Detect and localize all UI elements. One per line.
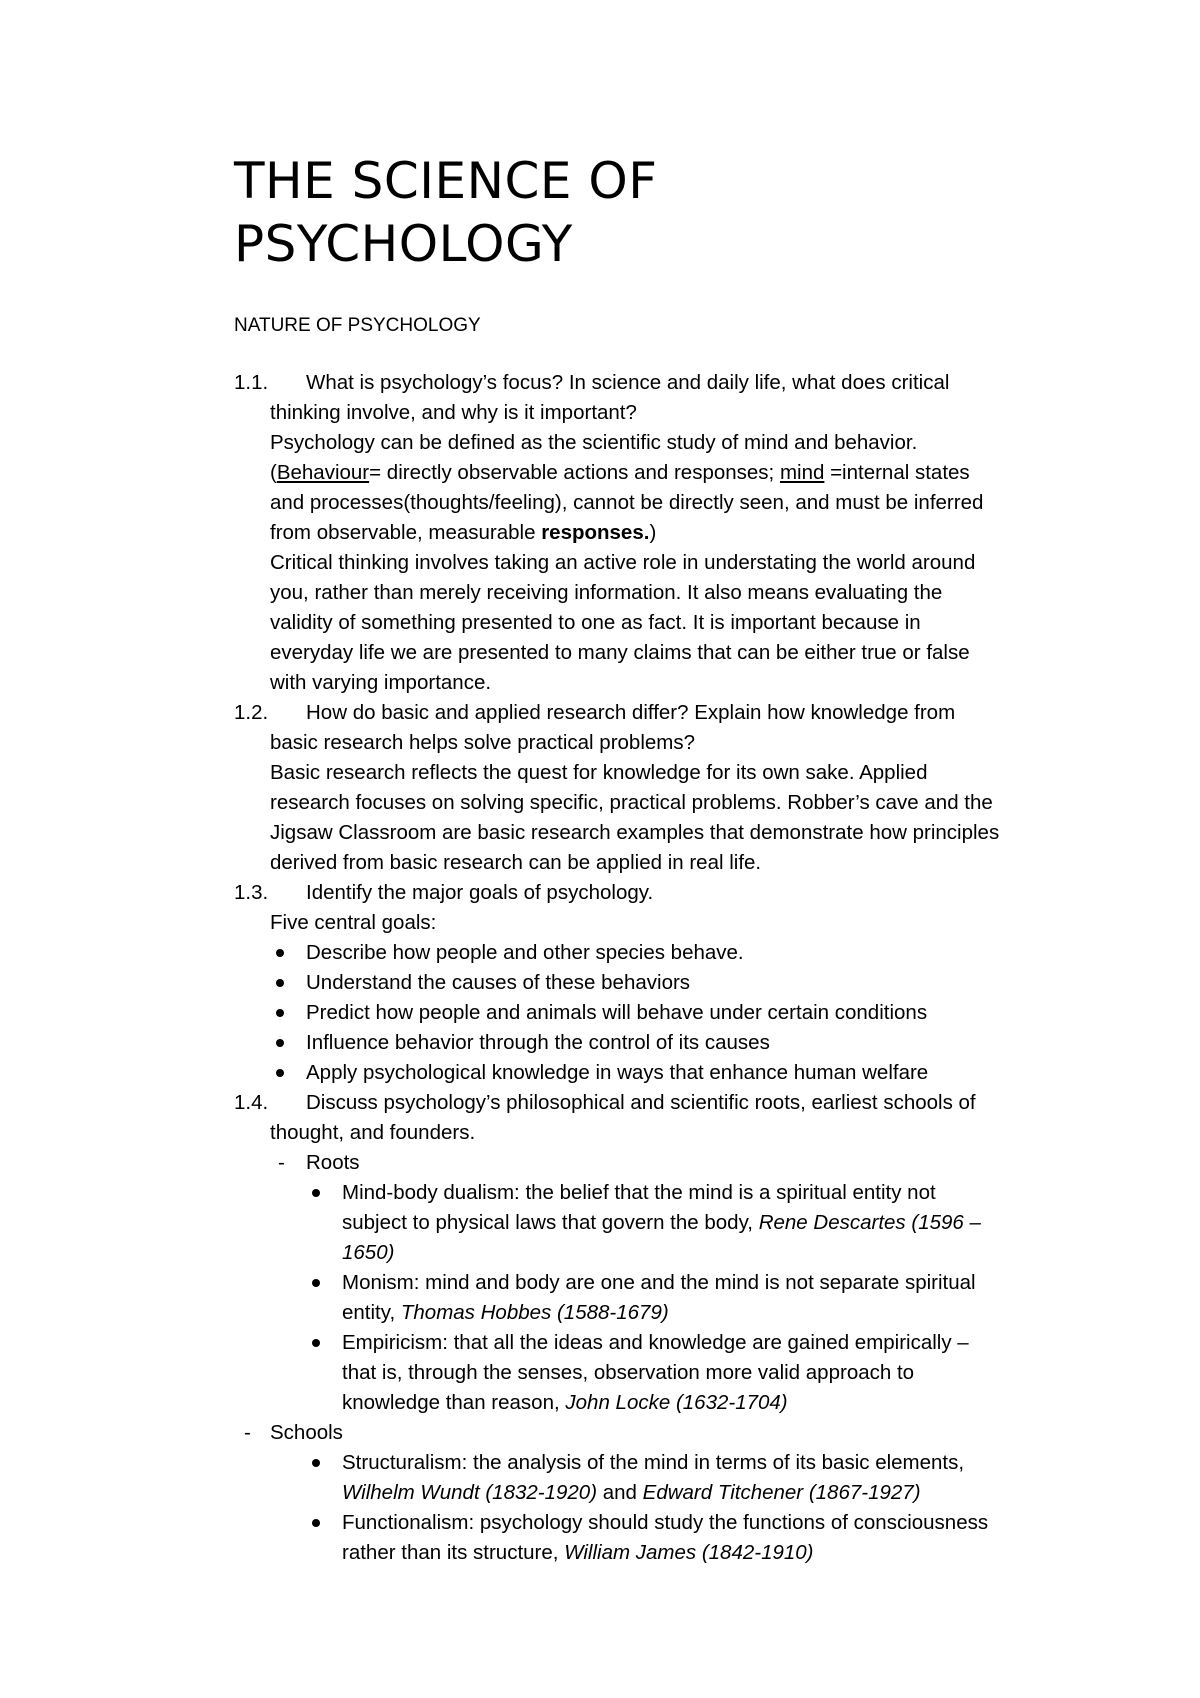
dash-icon: -: [278, 1151, 285, 1174]
list-item: Describe how people and other species behave.: [306, 941, 744, 964]
answer-text: Critical thinking involves taking an active role in understating the world around: [270, 551, 976, 574]
bullet-icon: [312, 1339, 320, 1347]
answer-text: [270, 518, 656, 548]
question-text: How do basic and applied research differ? Explain how knowledge from: [306, 701, 956, 724]
question-text: What is psychology’s focus? In science and daily life, what does critical: [306, 371, 950, 394]
founder-name: William James (1842-1910): [564, 1541, 814, 1564]
list-item: [342, 1478, 921, 1508]
answer-text: Basic research reflects the quest for knowledge for its own sake. Applied: [270, 761, 928, 784]
bullet-icon: [276, 1009, 284, 1017]
list-item: Predict how people and animals will behave under certain conditions: [306, 1001, 928, 1024]
list-item: that is, through the senses, observation more valid approach to: [342, 1361, 915, 1384]
founder-name: Edward Titchener (1867-1927): [642, 1481, 921, 1504]
answer-text: derived from basic research can be applied in real life.: [270, 851, 762, 874]
section-heading: NATURE OF PSYCHOLOGY: [234, 315, 481, 336]
text-run: entity,: [342, 1301, 401, 1324]
text-run: = directly observable actions and responses;: [369, 461, 780, 484]
list-item: Mind-body dualism: the belief that the mind is a spiritual entity not: [342, 1181, 936, 1204]
bullet-icon: [312, 1459, 320, 1467]
question-number: 1.1.: [234, 371, 269, 394]
answer-text: research focuses on solving specific, practical problems. Robber’s cave and the: [270, 791, 993, 814]
text-run: (: [270, 461, 277, 484]
list-item: Monism: mind and body are one and the mind is not separate spiritual: [342, 1271, 976, 1294]
bullet-icon: [312, 1189, 320, 1197]
text-run: from observable, measurable: [270, 521, 542, 544]
bullet-icon: [276, 949, 284, 957]
text-run: =internal states: [824, 461, 970, 484]
question-text: Discuss psychology’s philosophical and scientific roots, earliest schools of: [306, 1091, 976, 1114]
founder-name: Thomas Hobbes (1588-1679): [400, 1301, 669, 1324]
text-run: ): [649, 521, 657, 544]
term-behaviour: Behaviour: [276, 461, 370, 484]
question-text: Identify the major goals of psychology.: [306, 881, 654, 904]
founder-name: Rene Descartes (1596 –: [758, 1211, 981, 1234]
question-text: thinking involve, and why is it important?: [270, 401, 637, 424]
question-text: thought, and founders.: [270, 1121, 476, 1144]
bold-term: responses.: [541, 521, 650, 544]
bullet-icon: [312, 1279, 320, 1287]
list-item: [342, 1238, 394, 1268]
list-item: Influence behavior through the control of its causes: [306, 1031, 770, 1054]
list-item: [342, 1538, 814, 1568]
answer-text: you, rather than merely receiving information. It also means evaluating the: [270, 581, 943, 604]
list-item: [342, 1298, 669, 1328]
dash-icon: -: [244, 1421, 251, 1444]
term-mind: mind: [779, 461, 825, 484]
title-line-2: PSYCHOLOGY: [234, 215, 573, 273]
bullet-icon: [276, 979, 284, 987]
bullet-icon: [312, 1519, 320, 1527]
answer-text: validity of something presented to one as fact. It is important because in: [270, 611, 921, 634]
roots-label: Roots: [306, 1151, 360, 1174]
founder-name: 1650): [342, 1241, 395, 1264]
question-text: basic research helps solve practical problems?: [270, 731, 696, 754]
title-line-1: THE SCIENCE OF: [234, 152, 658, 210]
answer-text: [270, 458, 970, 488]
bullet-icon: [276, 1069, 284, 1077]
document-title: [234, 150, 1034, 276]
list-item: Apply psychological knowledge in ways that enhance human welfare: [306, 1061, 929, 1084]
founder-name: John Locke (1632-1704): [565, 1391, 788, 1414]
founder-name: Wilhelm Wundt (1832-1920): [342, 1481, 598, 1504]
schools-label: Schools: [270, 1421, 343, 1444]
list-item: Structuralism: the analysis of the mind in terms of its basic elements,: [342, 1451, 965, 1474]
list-item: [342, 1208, 981, 1238]
answer-text: everyday life we are presented to many claims that can be either true or false: [270, 641, 970, 664]
answer-text: with varying importance.: [270, 671, 492, 694]
question-number: 1.2.: [234, 701, 269, 724]
list-item: Understand the causes of these behaviors: [306, 971, 691, 994]
answer-text: and processes(thoughts/feeling), cannot be directly seen, and must be inferred: [270, 491, 984, 514]
list-item: [342, 1388, 788, 1418]
text-run: and: [597, 1481, 643, 1504]
text-run: rather than its structure,: [342, 1541, 565, 1564]
text-run: subject to physical laws that govern the body,: [342, 1211, 759, 1234]
text-run: knowledge than reason,: [342, 1391, 566, 1414]
answer-text: Five central goals:: [270, 911, 437, 934]
question-number: 1.3.: [234, 881, 269, 904]
list-item: Empiricism: that all the ideas and knowledge are gained empirically –: [342, 1331, 969, 1354]
answer-text: Jigsaw Classroom are basic research examples that demonstrate how principles: [270, 821, 1000, 844]
question-number: 1.4.: [234, 1091, 269, 1114]
bullet-icon: [276, 1039, 284, 1047]
list-item: Functionalism: psychology should study the functions of consciousness: [342, 1511, 989, 1534]
answer-text: Psychology can be defined as the scientific study of mind and behavior.: [270, 431, 918, 454]
